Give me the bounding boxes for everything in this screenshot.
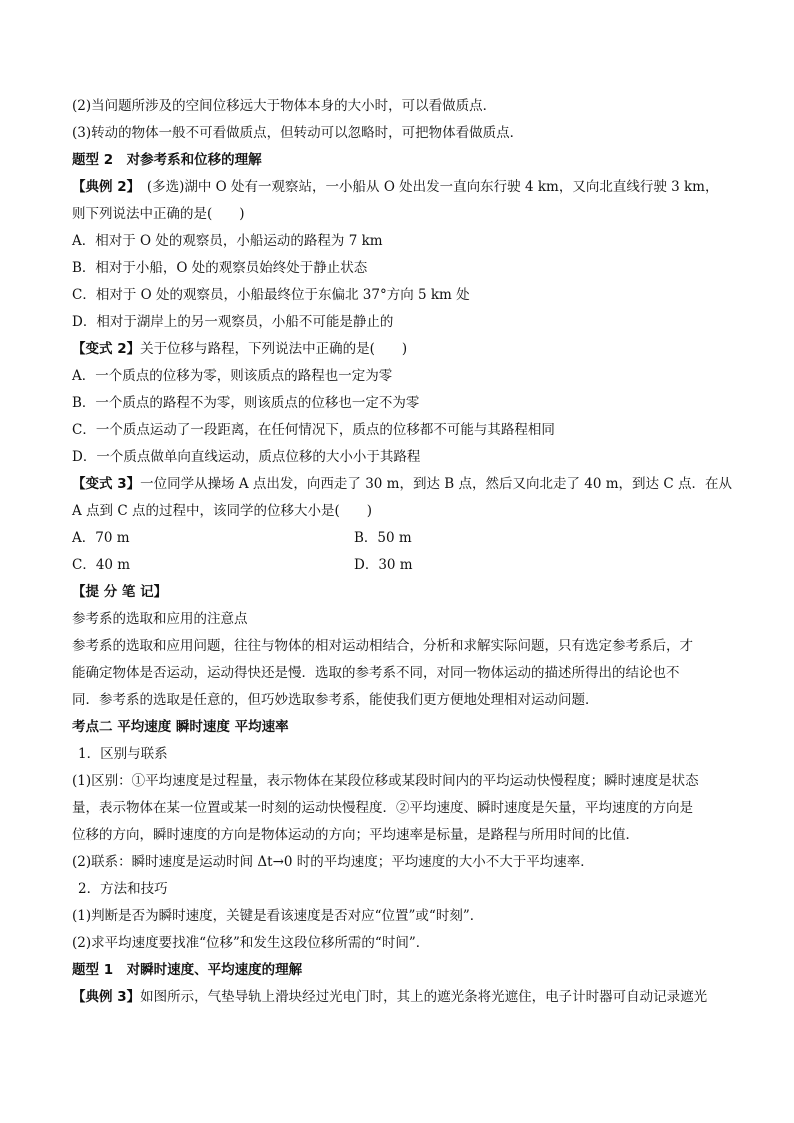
text-line: 能确定物体是否运动，运动得快还是慢．选取的参考系不同，对同一物体运动的描述所得出的结论也不 (72, 665, 680, 681)
example-text: 如图所示，气垫导轨上滑块经过光电门时，其上的遮光条将光遮住，电子计时器可自动记录遮光 (140, 989, 708, 1005)
text-line: 量，表示物体在某一位置或某一时刻的运动快慢程度．②平均速度、瞬时速度是矢量，平均速度的方向是 (72, 800, 693, 816)
text-line: (3)转动的物体一般不可看做质点，但转动可以忽略时，可把物体看做质点． (72, 125, 524, 141)
text-line: (2)联系：瞬时速度是运动时间 Δt→0 时的平均速度；平均速度的大小不大于平均速率． (72, 854, 594, 870)
option-d: D．一个质点做单向直线运动，质点位移的大小小于其路程 (72, 449, 421, 465)
text-line: (2)求平均速度要找准“位移”和发生这段位移所需的“时间”． (72, 935, 430, 951)
example-text: (多选)湖中 O 处有一观察站，一小船从 O 处出发一直向东行驶 4 km，又向北直线行驶 3 km， (133, 179, 719, 195)
variant-header (72, 340, 732, 358)
option-c: C．相对于 O 处的观察员，小船最终位于东偏北 37°方向 5 km 处 (72, 287, 470, 303)
section-heading: 题型 2 对参考系和位移的理解 (72, 152, 262, 168)
text-line: 参考系的选取和应用问题，往往与物体的相对运动相结合，分析和求解实际问题，只有选定参考系后，才 (72, 638, 693, 654)
text-line: 则下列说法中正确的是( ) (72, 206, 245, 222)
text-line: 同．参考系的选取是任意的，但巧妙选取参考系，能使我们更方便地处理相对运动问题． (72, 692, 599, 708)
text-line: (2)当问题所涉及的空间位移远大于物体本身的大小时，可以看做质点． (72, 98, 497, 114)
section-heading: 题型 1 对瞬时速度、平均速度的理解 (72, 962, 303, 978)
option-a: A．70 m (72, 530, 130, 546)
subsection-heading: 1．区别与联系 (78, 746, 168, 762)
option-b: B．50 m (354, 530, 412, 546)
option-d: D．相对于湖岸上的另一观察员，小船不可能是静止的 (72, 314, 394, 330)
option-b: B．一个质点的路程不为零，则该质点的位移也一定不为零 (72, 395, 420, 411)
option-d: D．30 m (354, 557, 413, 573)
text-line: 参考系的选取和应用的注意点 (72, 611, 248, 627)
option-b: B．相对于小船，O 处的观察员始终处于静止状态 (72, 260, 368, 276)
text-line: 位移的方向，瞬时速度的方向是物体运动的方向；平均速率是标量，是路程与所用时间的比值． (72, 827, 639, 843)
variant-tag: 【变式 3】 (72, 476, 141, 492)
example-header (72, 988, 732, 1006)
variant-tag: 【变式 2】 (72, 341, 141, 357)
option-a: A．一个质点的位移为零，则该质点的路程也一定为零 (72, 368, 393, 384)
variant-text: 一位同学从操场 A 点出发，向西走了 30 m，到达 B 点，然后又向北走了 40 m，到达 C 点．在从 (140, 476, 732, 492)
option-c: C．40 m (72, 557, 131, 573)
text-line: (1)区别：①平均速度是过程量，表示物体在某段位移或某段时间内的平均运动快慢程度；瞬时速度是状态 (72, 773, 699, 789)
text-line: (1)判断是否为瞬时速度，关键是看该速度是否对应“位置”或“时刻”． (72, 908, 484, 924)
variant-header (72, 475, 732, 493)
text-line: A 点到 C 点的过程中，该同学的位移大小是( ) (72, 503, 372, 519)
subsection-heading: 2．方法和技巧 (78, 881, 168, 897)
notes-heading: 【提 分 笔 记】 (72, 584, 168, 600)
example-tag: 【典例 2】 (72, 179, 134, 195)
example-tag: 【典例 3】 (72, 989, 141, 1005)
option-a: A．相对于 O 处的观察员，小船运动的路程为 7 km (72, 233, 383, 249)
variant-text: 关于位移与路程，下列说法中正确的是( ) (140, 341, 408, 357)
option-c: C．一个质点运动了一段距离，在任何情况下，质点的位移都不可能与其路程相同 (72, 422, 555, 438)
example-header (72, 178, 732, 196)
topic-heading: 考点二 平均速度 瞬时速度 平均速率 (72, 719, 289, 735)
